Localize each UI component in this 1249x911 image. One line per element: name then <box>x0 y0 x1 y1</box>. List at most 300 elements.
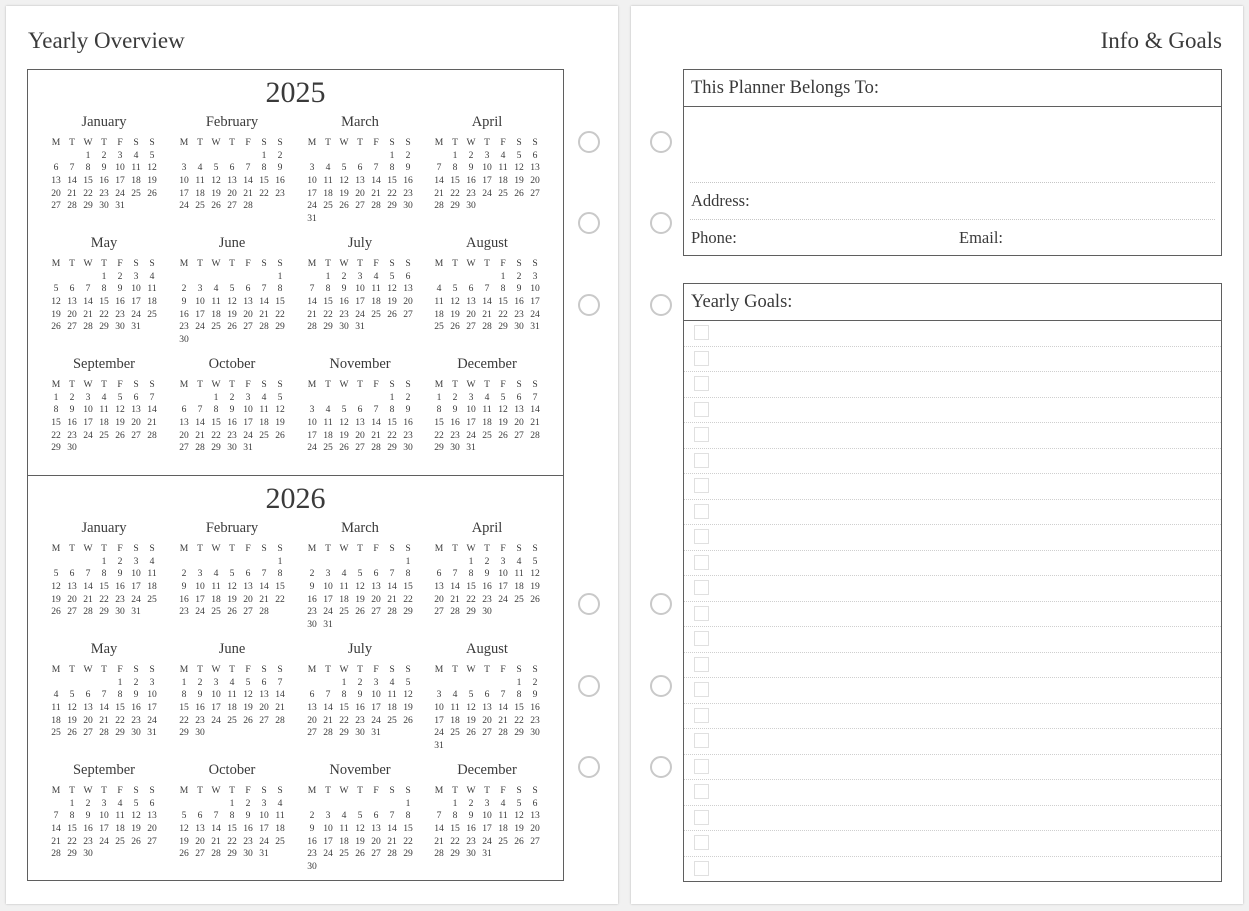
week-row <box>431 568 543 581</box>
day-cell: 13 <box>51 175 61 187</box>
day-cell: 16 <box>403 175 413 187</box>
binder-hole <box>578 212 600 234</box>
day-cell: 6 <box>181 404 187 416</box>
weekday-header-row <box>304 664 416 677</box>
day-cell: 16 <box>307 593 317 605</box>
day-cell: 1 <box>229 797 235 809</box>
info-divider-line <box>690 219 1215 220</box>
day-cell: 17 <box>179 187 189 199</box>
day-cell: 22 <box>387 429 397 441</box>
week-row <box>304 404 416 417</box>
day-cell: 25 <box>131 187 141 199</box>
goal-checkbox[interactable] <box>694 376 709 391</box>
day-cell: 11 <box>339 581 349 593</box>
weekday-header-row <box>48 543 160 556</box>
goal-row[interactable] <box>684 602 1221 628</box>
day-cell: 5 <box>229 283 235 295</box>
day-cell <box>192 271 208 284</box>
week-row <box>304 823 416 836</box>
day-cell: 24 <box>99 835 109 847</box>
day-cell: 7 <box>436 162 442 174</box>
goal-row[interactable] <box>684 806 1221 832</box>
day-cell: 19 <box>339 429 349 441</box>
day-cell: 18 <box>434 308 444 320</box>
day-cell: 1 <box>261 149 267 161</box>
goal-checkbox[interactable] <box>694 759 709 774</box>
weekday-header: S <box>405 664 411 675</box>
day-cell: 14 <box>371 417 381 429</box>
day-cell: 17 <box>115 175 125 187</box>
day-cell: 4 <box>53 689 59 701</box>
day-cell: 7 <box>309 283 315 295</box>
weekday-header: T <box>69 137 75 148</box>
goal-row[interactable] <box>684 449 1221 475</box>
goal-row[interactable] <box>684 398 1221 424</box>
day-cell: 1 <box>516 676 522 688</box>
week-row <box>176 798 288 811</box>
day-cell <box>352 213 368 226</box>
day-cell: 15 <box>323 296 333 308</box>
day-cell: 26 <box>115 429 125 441</box>
day-cell: 5 <box>213 162 219 174</box>
day-cell: 16 <box>131 702 141 714</box>
month-january <box>48 113 160 213</box>
weekday-header: T <box>69 258 75 269</box>
day-cell <box>256 271 272 284</box>
day-cell: 21 <box>259 593 269 605</box>
day-cell <box>208 334 224 347</box>
day-cell: 29 <box>99 606 109 618</box>
day-cell: 30 <box>466 200 476 212</box>
day-cell: 4 <box>277 797 283 809</box>
goal-row[interactable] <box>684 321 1221 347</box>
week-row <box>431 677 543 690</box>
weekday-header: M <box>179 543 189 554</box>
goal-row[interactable] <box>684 576 1221 602</box>
day-cell: 5 <box>53 568 59 580</box>
day-cell: 11 <box>131 162 141 174</box>
week-row <box>431 798 543 811</box>
day-cell: 11 <box>115 810 125 822</box>
day-cell: 14 <box>259 296 269 308</box>
day-cell: 9 <box>516 283 522 295</box>
day-cell: 10 <box>195 296 205 308</box>
day-cell: 22 <box>403 835 413 847</box>
day-cell: 6 <box>357 404 363 416</box>
day-cell: 18 <box>498 175 508 187</box>
week-row <box>431 150 543 163</box>
day-cell: 6 <box>468 283 474 295</box>
goal-checkbox[interactable] <box>694 606 709 621</box>
weekday-header-row <box>48 137 160 150</box>
day-cell <box>128 848 144 861</box>
day-cell: 10 <box>307 417 317 429</box>
day-cell: 16 <box>466 175 476 187</box>
day-cell: 19 <box>51 593 61 605</box>
day-cell <box>352 619 368 632</box>
goal-row[interactable] <box>684 704 1221 730</box>
weekday-header: W <box>339 258 349 269</box>
day-cell: 13 <box>307 702 317 714</box>
day-cell: 13 <box>530 810 540 822</box>
day-cell: 1 <box>389 149 395 161</box>
weekday-header: T <box>357 543 363 554</box>
weekday-header: F <box>373 785 379 796</box>
day-cell <box>192 334 208 347</box>
day-cell: 3 <box>468 391 474 403</box>
weekday-header: S <box>149 785 155 796</box>
day-cell: 17 <box>307 187 317 199</box>
goal-row[interactable] <box>684 755 1221 781</box>
goal-row[interactable] <box>684 474 1221 500</box>
week-row <box>48 271 160 284</box>
year-label: 2026 <box>265 482 326 515</box>
day-cell: 15 <box>211 417 221 429</box>
day-cell <box>320 798 336 811</box>
day-cell: 25 <box>371 308 381 320</box>
day-cell: 19 <box>339 187 349 199</box>
goal-row[interactable] <box>684 551 1221 577</box>
weekday-header: S <box>277 258 283 269</box>
day-cell <box>320 213 336 226</box>
day-cell: 28 <box>259 606 269 618</box>
binder-hole <box>578 131 600 153</box>
weekday-header: W <box>211 543 221 554</box>
week-row <box>431 404 543 417</box>
day-cell: 23 <box>67 429 77 441</box>
day-cell: 31 <box>466 442 476 454</box>
day-cell <box>176 556 192 569</box>
week-row <box>431 556 543 569</box>
weekday-header: M <box>307 664 317 675</box>
day-cell <box>256 334 272 347</box>
weekday-header: F <box>245 664 251 675</box>
goal-checkbox[interactable] <box>694 504 709 519</box>
goal-row[interactable] <box>684 525 1221 551</box>
day-cell: 12 <box>131 810 141 822</box>
weekday-header: S <box>149 137 155 148</box>
weekday-header: F <box>500 785 506 796</box>
day-cell: 9 <box>181 296 187 308</box>
day-cell: 20 <box>227 187 237 199</box>
day-cell: 3 <box>500 555 506 567</box>
goal-row[interactable] <box>684 653 1221 679</box>
day-cell <box>352 556 368 569</box>
day-cell: 30 <box>514 321 524 333</box>
day-cell: 13 <box>482 702 492 714</box>
goal-checkbox[interactable] <box>694 529 709 544</box>
weekday-header: S <box>389 785 395 796</box>
day-cell <box>192 392 208 405</box>
day-cell <box>368 861 384 874</box>
day-cell: 26 <box>51 321 61 333</box>
day-cell: 10 <box>179 175 189 187</box>
week-row <box>304 309 416 322</box>
weekday-header: T <box>101 785 107 796</box>
week-row <box>48 430 160 443</box>
month-name: May <box>90 235 118 251</box>
weekday-header: T <box>484 664 490 675</box>
day-cell: 13 <box>514 404 524 416</box>
day-cell: 18 <box>211 308 221 320</box>
day-cell: 30 <box>83 848 93 860</box>
day-cell: 22 <box>99 308 109 320</box>
goal-checkbox[interactable] <box>694 657 709 672</box>
day-cell: 24 <box>482 187 492 199</box>
day-cell: 2 <box>309 810 315 822</box>
day-cell: 17 <box>211 702 221 714</box>
day-cell: 19 <box>466 714 476 726</box>
day-cell: 18 <box>115 823 125 835</box>
day-cell <box>352 861 368 874</box>
day-cell: 12 <box>179 823 189 835</box>
week-row <box>304 271 416 284</box>
goal-checkbox[interactable] <box>694 402 709 417</box>
day-cell: 14 <box>371 175 381 187</box>
day-cell: 2 <box>117 270 123 282</box>
day-cell <box>240 271 256 284</box>
week-row <box>48 798 160 811</box>
weekday-header: T <box>357 785 363 796</box>
day-cell: 29 <box>450 848 460 860</box>
day-cell: 15 <box>450 175 460 187</box>
goal-row[interactable] <box>684 627 1221 653</box>
goal-checkbox[interactable] <box>694 861 709 876</box>
goals-list <box>684 321 1221 882</box>
day-cell: 9 <box>341 283 347 295</box>
day-cell <box>96 677 112 690</box>
weekday-header: F <box>245 137 251 148</box>
weekday-header: T <box>357 664 363 675</box>
day-cell: 8 <box>405 568 411 580</box>
day-cell: 24 <box>83 429 93 441</box>
goal-checkbox[interactable] <box>694 453 709 468</box>
day-cell: 22 <box>466 593 476 605</box>
day-cell: 25 <box>498 835 508 847</box>
day-cell: 25 <box>115 835 125 847</box>
goal-row[interactable] <box>684 500 1221 526</box>
day-cell: 22 <box>323 308 333 320</box>
day-cell: 21 <box>450 593 460 605</box>
goal-checkbox[interactable] <box>694 325 709 340</box>
week-row <box>176 404 288 417</box>
day-cell: 11 <box>434 296 444 308</box>
goal-checkbox[interactable] <box>694 784 709 799</box>
weekday-header-row <box>304 379 416 392</box>
goal-checkbox[interactable] <box>694 478 709 493</box>
weekday-header: S <box>532 664 538 675</box>
day-cell: 3 <box>309 162 315 174</box>
month-name: June <box>218 641 246 657</box>
goal-row[interactable] <box>684 347 1221 373</box>
day-cell: 23 <box>307 606 317 618</box>
day-cell: 28 <box>371 442 381 454</box>
weekday-header: S <box>261 379 267 390</box>
day-cell <box>320 392 336 405</box>
day-cell <box>368 321 384 334</box>
weekday-header: F <box>117 379 123 390</box>
goal-row[interactable] <box>684 678 1221 704</box>
goal-checkbox[interactable] <box>694 580 709 595</box>
day-cell <box>400 727 416 740</box>
day-cell: 3 <box>197 283 203 295</box>
day-cell: 5 <box>341 162 347 174</box>
day-cell: 15 <box>403 581 413 593</box>
day-cell: 7 <box>373 404 379 416</box>
goal-checkbox[interactable] <box>694 708 709 723</box>
day-cell: 25 <box>339 848 349 860</box>
day-cell: 4 <box>516 555 522 567</box>
goal-row[interactable] <box>684 831 1221 857</box>
day-cell: 10 <box>355 283 365 295</box>
weekday-header: F <box>117 137 123 148</box>
day-cell: 14 <box>275 689 285 701</box>
day-cell <box>144 848 160 861</box>
day-cell: 22 <box>259 187 269 199</box>
day-cell: 14 <box>99 702 109 714</box>
day-cell: 31 <box>434 740 444 752</box>
goal-checkbox[interactable] <box>694 733 709 748</box>
day-cell: 14 <box>498 702 508 714</box>
week-row <box>48 702 160 715</box>
day-cell: 1 <box>405 555 411 567</box>
binder-hole <box>578 756 600 778</box>
day-cell: 3 <box>373 676 379 688</box>
week-row <box>304 702 416 715</box>
goal-checkbox[interactable] <box>694 682 709 697</box>
day-cell: 27 <box>307 727 317 739</box>
day-cell: 29 <box>387 200 397 212</box>
day-cell: 24 <box>211 714 221 726</box>
weekday-header: T <box>101 664 107 675</box>
goal-checkbox[interactable] <box>694 555 709 570</box>
week-row <box>431 594 543 607</box>
goal-checkbox[interactable] <box>694 351 709 366</box>
day-cell: 8 <box>389 162 395 174</box>
goal-row[interactable] <box>684 780 1221 806</box>
day-cell: 21 <box>259 308 269 320</box>
day-cell: 29 <box>323 321 333 333</box>
weekday-header-row <box>176 258 288 271</box>
day-cell: 22 <box>498 308 508 320</box>
day-cell: 11 <box>51 702 61 714</box>
day-cell: 18 <box>514 581 524 593</box>
day-cell: 25 <box>227 714 237 726</box>
day-cell: 21 <box>83 593 93 605</box>
weekday-header-row <box>431 258 543 271</box>
day-cell: 29 <box>403 606 413 618</box>
day-cell: 29 <box>227 848 237 860</box>
day-cell: 7 <box>484 283 490 295</box>
day-cell: 8 <box>452 810 458 822</box>
goal-row[interactable] <box>684 372 1221 398</box>
day-cell: 3 <box>245 391 251 403</box>
day-cell: 23 <box>339 308 349 320</box>
day-cell: 11 <box>498 810 508 822</box>
day-cell: 15 <box>339 702 349 714</box>
day-cell: 22 <box>275 593 285 605</box>
month-name: August <box>466 641 508 657</box>
day-cell <box>431 271 447 284</box>
goal-checkbox[interactable] <box>694 835 709 850</box>
day-cell: 29 <box>83 200 93 212</box>
day-cell: 9 <box>452 404 458 416</box>
day-cell: 20 <box>179 429 189 441</box>
day-cell: 7 <box>389 568 395 580</box>
week-row <box>304 200 416 213</box>
goal-row[interactable] <box>684 729 1221 755</box>
day-cell <box>352 798 368 811</box>
day-cell: 14 <box>243 175 253 187</box>
goal-row[interactable] <box>684 423 1221 449</box>
day-cell <box>192 150 208 163</box>
day-cell: 21 <box>371 429 381 441</box>
day-cell: 10 <box>482 162 492 174</box>
day-cell: 16 <box>482 581 492 593</box>
month-june <box>176 640 288 740</box>
day-cell: 26 <box>147 187 157 199</box>
day-cell: 25 <box>51 727 61 739</box>
day-cell: 17 <box>482 823 492 835</box>
day-cell: 8 <box>181 689 187 701</box>
goal-checkbox[interactable] <box>694 427 709 442</box>
day-cell: 2 <box>101 149 107 161</box>
day-cell: 3 <box>117 149 123 161</box>
day-cell: 20 <box>371 835 381 847</box>
day-cell <box>128 442 144 455</box>
goal-row[interactable] <box>684 857 1221 883</box>
week-row <box>304 836 416 849</box>
weekday-header: F <box>373 664 379 675</box>
day-cell <box>320 861 336 874</box>
month-name: November <box>329 762 391 778</box>
day-cell: 15 <box>387 417 397 429</box>
day-cell: 28 <box>434 848 444 860</box>
day-cell: 1 <box>117 676 123 688</box>
day-cell <box>384 798 400 811</box>
weekday-header: T <box>325 543 331 554</box>
day-cell: 6 <box>532 149 538 161</box>
phone-label: Phone: <box>691 228 737 247</box>
weekday-header: W <box>83 137 93 148</box>
week-row <box>431 606 543 619</box>
month-february <box>176 113 288 213</box>
day-cell: 21 <box>211 835 221 847</box>
goal-checkbox[interactable] <box>694 631 709 646</box>
weekday-header: F <box>245 379 251 390</box>
day-cell: 16 <box>83 823 93 835</box>
day-cell: 18 <box>147 296 157 308</box>
weekday-header: S <box>389 379 395 390</box>
day-cell: 26 <box>243 714 253 726</box>
day-cell: 4 <box>149 555 155 567</box>
day-cell: 9 <box>532 689 538 701</box>
month-july <box>304 234 416 334</box>
day-cell: 8 <box>101 283 107 295</box>
week-row <box>304 213 416 226</box>
weekday-header: W <box>211 137 221 148</box>
day-cell <box>336 150 352 163</box>
goal-checkbox[interactable] <box>694 810 709 825</box>
weekday-header: F <box>245 543 251 554</box>
weekday-header: M <box>179 258 189 269</box>
weekday-header: S <box>532 137 538 148</box>
day-cell: 31 <box>259 848 269 860</box>
day-cell: 1 <box>53 391 59 403</box>
day-cell <box>272 606 288 619</box>
week-row <box>304 296 416 309</box>
week-row <box>176 150 288 163</box>
